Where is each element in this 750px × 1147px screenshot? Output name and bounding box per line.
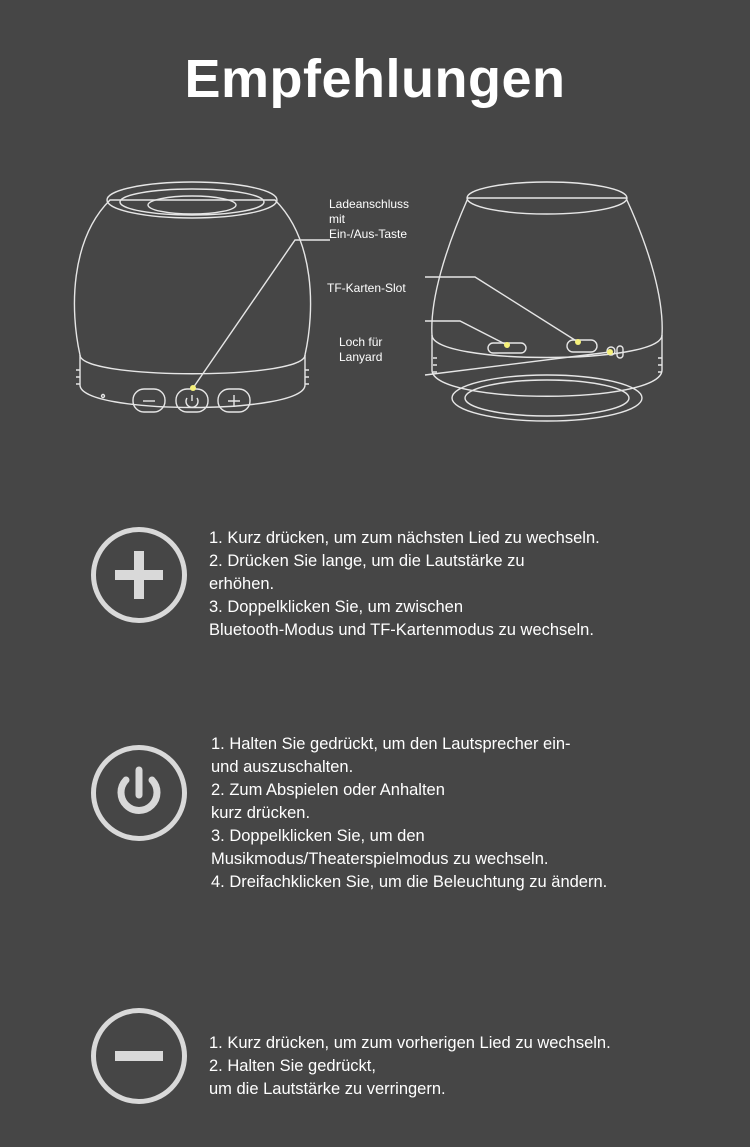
- right-speaker-body: [432, 198, 662, 396]
- minus-icon: [91, 1008, 187, 1104]
- page-title: Empfehlungen: [184, 49, 566, 109]
- plus-instructions: 1. Kurz drücken, um zum nächsten Lied zu wechseln. 2. Drücken Sie lange, um die Lautstärke zu erhöhen. 3. Doppelklicken Sie, um zwischen Bluetooth-Modus und TF-Kartenmodus zu wechseln.: [209, 529, 600, 639]
- usb-port: [567, 340, 597, 352]
- tf-slot-label: TF-Karten-Slot: [327, 281, 406, 295]
- power-icon: [91, 745, 187, 841]
- lanyard-label: Loch für Lanyard: [339, 335, 383, 364]
- minus-instructions: 1. Kurz drücken, um zum vorherigen Lied zu wechseln. 2. Halten Sie gedrückt, um die Lautstärke zu verringern.: [209, 1034, 611, 1098]
- right-speaker-base: [452, 375, 642, 421]
- speaker-diagram: [0, 170, 750, 440]
- charging-port-label: Ladeanschluss mit Ein-/Aus-Taste: [329, 197, 410, 241]
- plus-icon: [91, 527, 187, 623]
- left-speaker-body: [74, 200, 310, 408]
- power-instructions: 1. Halten Sie gedrückt, um den Lautsprecher ein- und auszuschalten. 2. Zum Abspielen oder Anhalten kurz drücken. 3. Doppelklicken Sie, um den Musikmodus/Theaterspielmodus zu wechseln. 4. Dreifachklicken Sie, um die Beleuchtung zu ändern.: [211, 735, 608, 891]
